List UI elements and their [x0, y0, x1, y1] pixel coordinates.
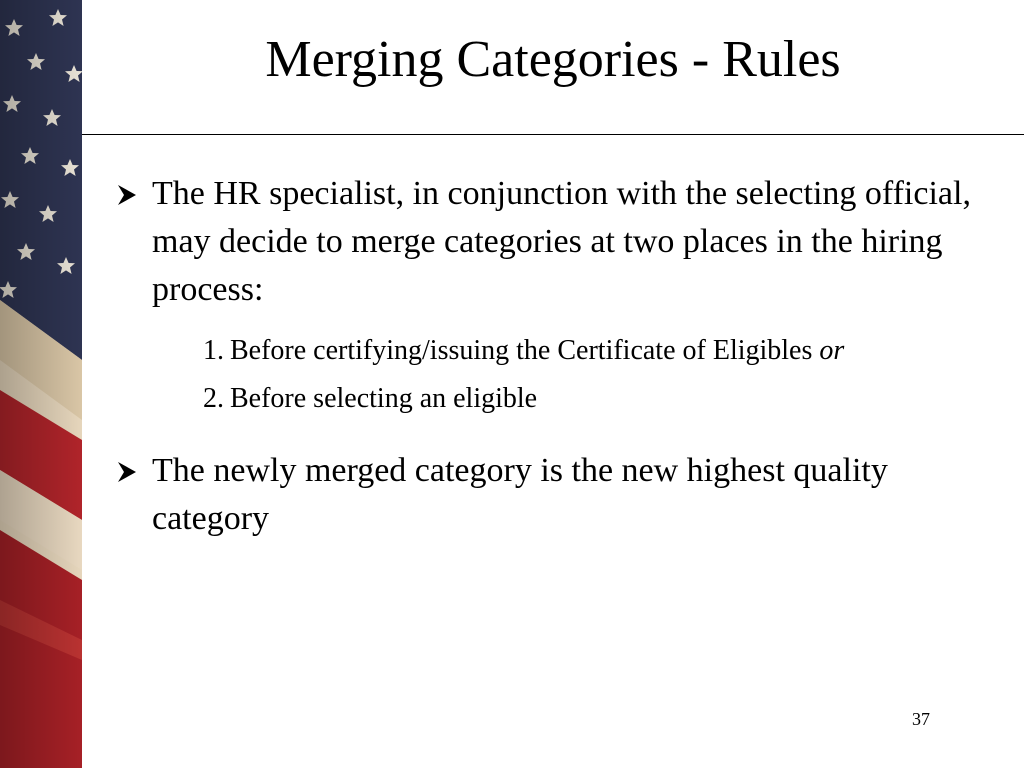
bullet-text: The HR specialist, in conjunction with the selecting official, may decide to merge categories at two places in the hiring process:: [152, 175, 971, 308]
title-divider: [82, 134, 1024, 135]
sub-item: [203, 334, 844, 368]
slide-title: Merging Categories - Rules: [265, 31, 841, 88]
flag-image: [0, 0, 82, 768]
sub-item: [203, 382, 537, 416]
sub-item-suffix: or: [819, 335, 845, 366]
bullet-item: [116, 447, 996, 543]
sub-item-text: Before certifying/issuing the Certificate of Eligibles: [230, 335, 813, 366]
sub-item-number: 2.: [203, 383, 224, 414]
bullet-text: The newly merged category is the new highest quality category: [152, 452, 888, 537]
bullet-item: [116, 170, 996, 314]
sub-item-text: Before selecting an eligible: [230, 383, 538, 414]
sub-item-number: 1.: [203, 335, 224, 366]
page-number: 37: [912, 709, 930, 729]
